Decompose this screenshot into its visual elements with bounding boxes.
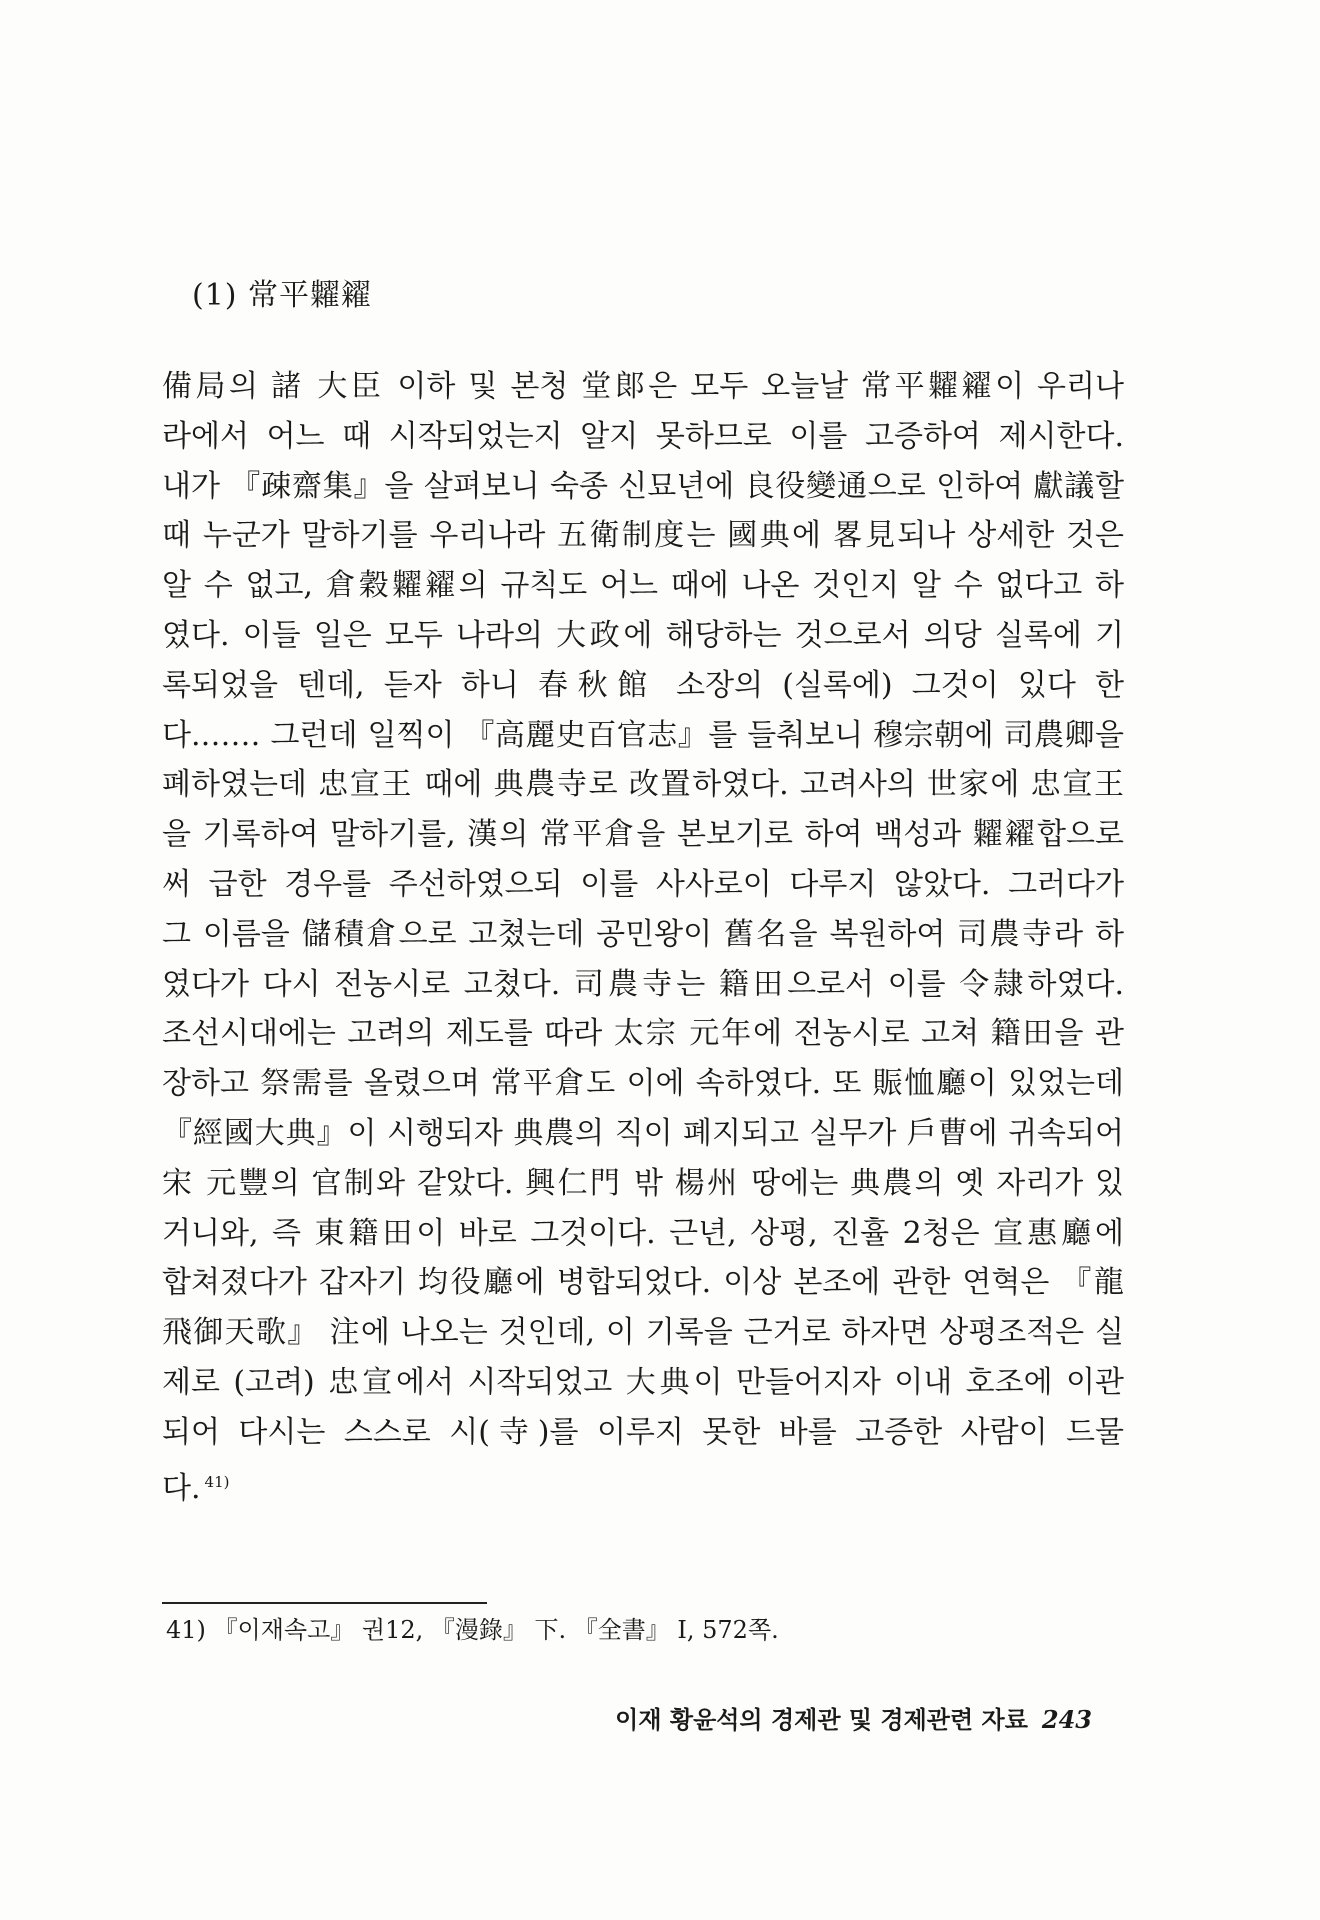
body-line: 다.…… 그런데 일찍이 『高麗史百官志』를 들춰보니 穆宗朝에 司農卿을	[162, 717, 1124, 753]
running-footer	[615, 1700, 1092, 1735]
body-line: 거니와, 즉 東籍田이 바로 그것이다. 근년, 상평, 진휼 2청은 宣惠廳에	[162, 1215, 1124, 1251]
body-line-text: 다.	[162, 1470, 201, 1506]
body-line: 宋 元豐의 官制와 같았다. 興仁門 밖 楊州 땅에는 典農의 옛 자리가 있	[162, 1165, 1124, 1201]
footnote-divider	[162, 1602, 487, 1604]
page-number: 243	[1041, 1705, 1092, 1734]
body-line: 그 이름을 儲積倉으로 고쳤는데 공민왕이 舊名을 복원하여 司農寺라 하	[162, 916, 1124, 952]
body-line: 였다가 다시 전농시로 고쳤다. 司農寺는 籍田으로서 이를 令隷하였다.	[162, 966, 1124, 1002]
body-line: 내가 『疎齋集』을 살펴보니 숙종 신묘년에 良役變通으로 인하여 獻議할	[162, 468, 1124, 504]
body-paragraph	[162, 362, 1124, 1507]
body-line: 때 누군가 말하기를 우리나라 五衛制度는 國典에 畧見되나 상세한 것은	[162, 518, 1124, 554]
section-heading: (1) 常平糶糴	[192, 278, 373, 313]
body-line-last	[162, 1458, 1124, 1508]
body-line: 조선시대에는 고려의 제도를 따라 太宗 元年에 전농시로 고쳐 籍田을 관	[162, 1016, 1124, 1052]
body-line: 『經國大典』이 시행되자 典農의 직이 폐지되고 실무가 戶曹에 귀속되어	[162, 1115, 1124, 1151]
body-line: 써 급한 경우를 주선하였으되 이를 사사로이 다루지 않았다. 그러다가	[162, 866, 1124, 902]
body-line: 록되었을 텐데, 듣자 하니 春秋館 소장의 (실록에) 그것이 있다 한	[162, 667, 1124, 703]
body-line: 되어 다시는 스스로 시(寺)를 이루지 못한 바를 고증한 사람이 드물	[162, 1414, 1124, 1450]
body-line: 飛御天歌』 注에 나오는 것인데, 이 기록을 근거로 하자면 상평조적은 실	[162, 1315, 1124, 1351]
body-line: 장하고 祭需를 올렸으며 常平倉도 이에 속하였다. 또 賑恤廳이 있었는데	[162, 1066, 1124, 1102]
footnote: 41) 『이재속고』 권12, 『漫錄』 下. 『全書』 I, 572쪽.	[166, 1616, 779, 1644]
body-line: 備局의 諸 大臣 이하 및 본청 堂郞은 모두 오늘날 常平糶糴이 우리나	[162, 369, 1124, 404]
body-line: 였다. 이들 일은 모두 나라의 大政에 해당하는 것으로서 의당 실록에 기	[162, 617, 1124, 653]
body-line: 제로 (고려) 忠宣에서 시작되었고 大典이 만들어지자 이내 호조에 이관	[162, 1364, 1124, 1400]
body-line: 알 수 없고, 倉穀糶糴의 규칙도 어느 때에 나온 것인지 알 수 없다고 하	[162, 568, 1124, 604]
body-line: 을 기록하여 말하기를, 漢의 常平倉을 본보기로 하여 백성과 糶糴합으로	[162, 817, 1124, 853]
footnote-reference[interactable]: 41)	[204, 1472, 230, 1491]
body-line: 폐하였는데 忠宣王 때에 典農寺로 改置하였다. 고려사의 世家에 忠宣王	[162, 767, 1124, 803]
body-line: 합쳐졌다가 갑자기 均役廳에 병합되었다. 이상 본조에 관한 연혁은 『龍	[162, 1265, 1124, 1301]
footer-title: 이재 황윤석의 경제관 및 경제관련 자료	[615, 1705, 1028, 1734]
body-line: 라에서 어느 때 시작되었는지 알지 못하므로 이를 고증하여 제시한다.	[162, 418, 1124, 454]
